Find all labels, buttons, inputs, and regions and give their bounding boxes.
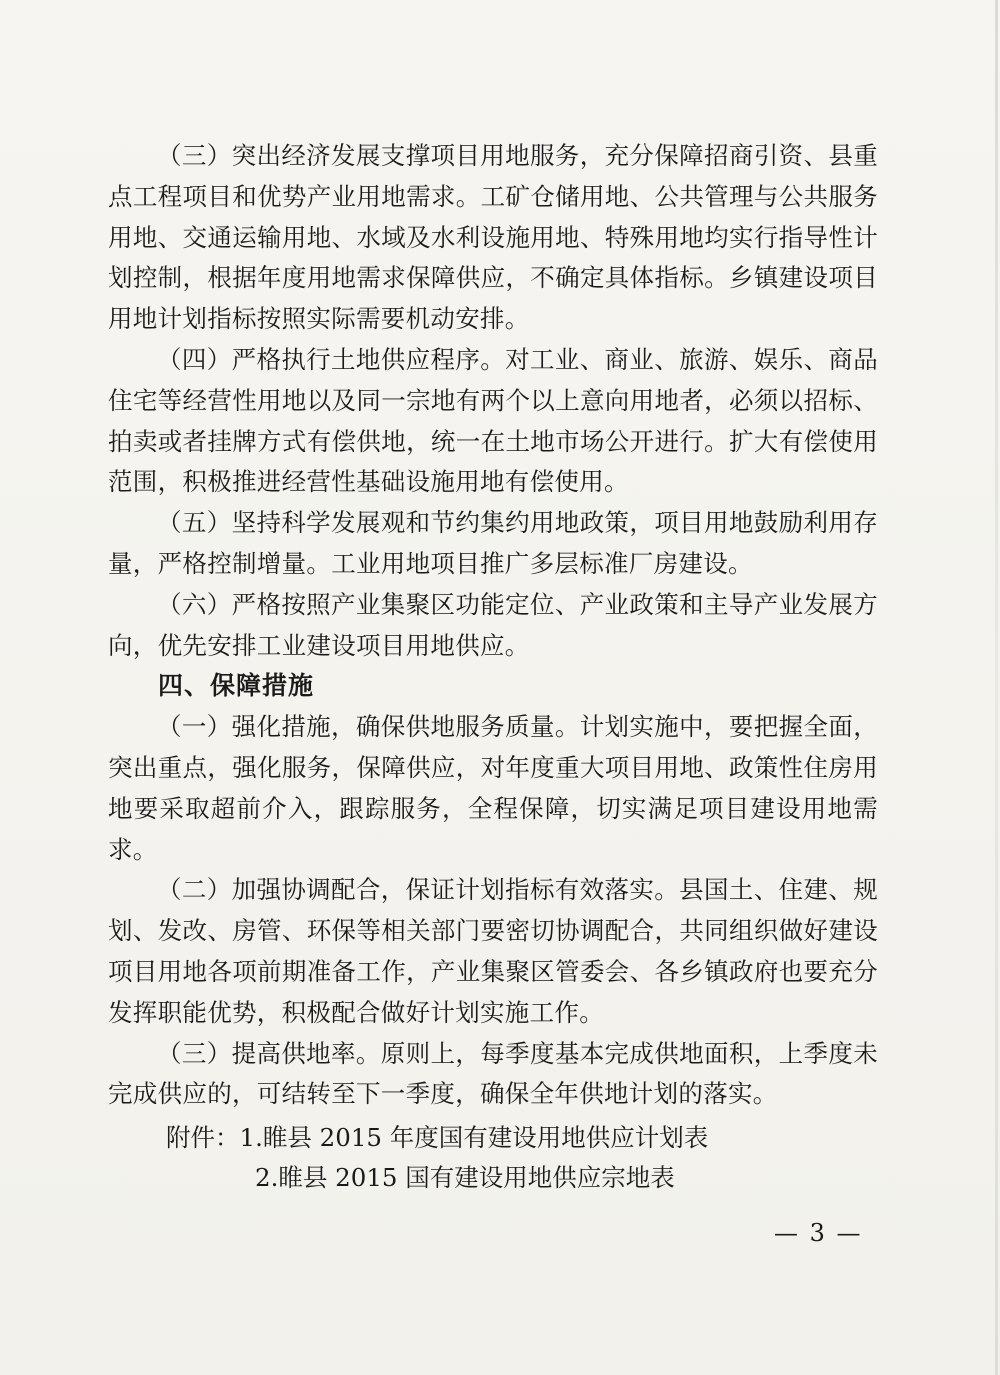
attachment-row-2: [166, 1158, 878, 1198]
document-body: [108, 136, 878, 1198]
paragraph-intensive-use: （五）坚持科学发展观和节约集约用地政策，项目用地鼓励利用存量，严格控制增量。工业用地项目推广多层标准厂房建设。: [108, 508, 878, 578]
paragraph-measure-supply-rate: （三）提高供地率。原则上，每季度基本完成供地面积，上季度未完成供应的，可结转至下一季度，确保全年供地计划的落实。: [108, 1038, 878, 1109]
attachment-row-1: [166, 1118, 878, 1158]
paragraph-industrial-priority: （六）严格按照产业集聚区功能定位、产业政策和主导产业发展方向，优先安排工业建设项目用地供应。: [108, 589, 878, 660]
attachment-item-2: 2.睢县 2015 国有建设用地供应宗地表: [255, 1163, 675, 1193]
paragraph-measure-quality: （一）强化措施，确保供地服务质量。计划实施中，要把握全面，突出重点，强化服务，保障供应，对年度重大项目用地、政策性住房用地要采取超前介入，跟踪服务，全程保障，切实满足项目建设用地需求。: [108, 712, 878, 864]
attachments-list: [108, 1118, 878, 1198]
paragraph-supply-procedure: （四）严格执行土地供应程序。对工业、商业、旅游、娱乐、商品住宅等经营性用地以及同一宗地有两个以上意向用地者，必须以招标、拍卖或者挂牌方式有偿供地，统一在土地市场公开进行。扩大有偿使用范围，积极推进经营性基础设施用地有偿使用。: [108, 344, 878, 497]
paragraph-measure-coordination: （二）加强协调配合，保证计划指标有效落实。县国土、住建、规划、发改、房管、环保等相关部门要密切协调配合，共同组织做好建设项目用地各项前期准备工作，产业集聚区管委会、各乡镇政府也要充分发挥职能优势，积极配合做好计划实施工作。: [108, 875, 878, 1027]
scan-edge-shadow: [995, 0, 998, 1375]
paragraph-land-service: （三）突出经济发展支撑项目用地服务，充分保障招商引资、县重点工程项目和优势产业用地需求。工矿仓储用地、公共管理与公共服务用地、交通运输用地、水域及水利设施用地、特殊用地均实行指导性计划控制，根据年度用地需求保障供应，不确定具体指标。乡镇建设项目用地计划指标按照实际需要机动安排。: [108, 141, 878, 334]
attachment-item-1: 1.睢县 2015 年度国有建设用地供应计划表: [239, 1123, 709, 1153]
section-heading-safeguards: 四、保障措施: [158, 671, 315, 701]
attachments-label: 附件：: [166, 1123, 240, 1153]
page-number: — 3 —: [774, 1219, 863, 1247]
